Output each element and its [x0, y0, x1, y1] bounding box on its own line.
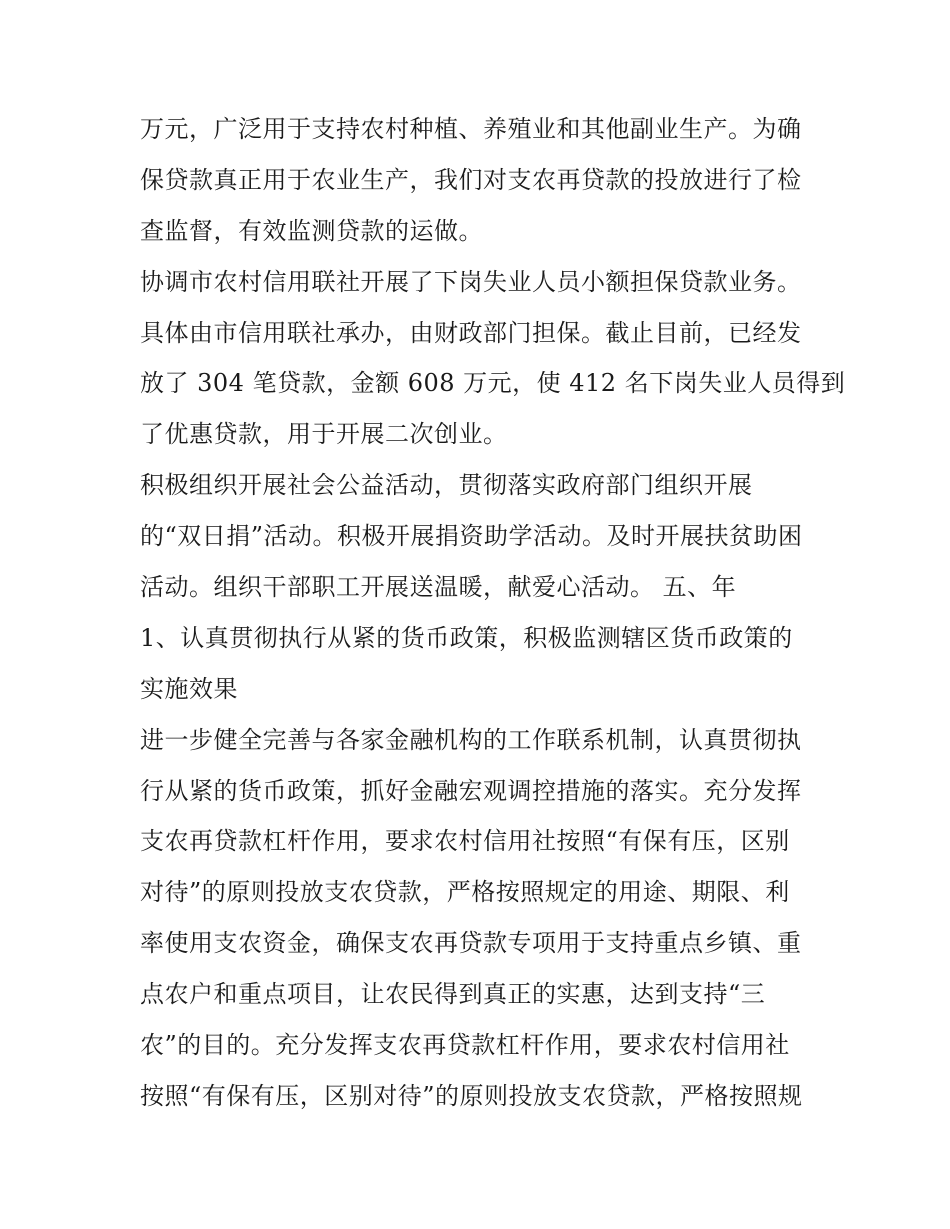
text-line: 进一步健全完善与各家金融机构的工作联系机制，认真贯彻执: [140, 725, 802, 754]
text-line: 了优惠贷款，用于开展二次创业。: [140, 420, 508, 449]
text-line: 支农再贷款杠杆作用，要求农村信用社按照“有保有压，区别: [140, 827, 790, 856]
text-line: 按照“有保有压，区别对待”的原则投放支农贷款，严格按照规: [140, 1081, 803, 1110]
text-line: 的“双日捐”活动。积极开展捐资助学活动。及时开展扶贫助困: [140, 522, 803, 551]
text-line: 保贷款真正用于农业生产，我们对支农再贷款的投放进行了检: [140, 165, 802, 194]
text-line: 积极组织开展社会公益活动，贯彻落实政府部门组织开展: [140, 471, 753, 500]
section-heading: 1、认真贯彻执行从紧的货币政策，积极监测辖区货币政策的: [140, 623, 793, 652]
text-line: 放了 304 笔贷款，金额 608 万元，使 412 名下岗失业人员得到: [140, 369, 846, 398]
text-line: 行从紧的货币政策，抓好金融宏观调控措施的落实。充分发挥: [140, 776, 802, 805]
text-line: 具体由市信用联社承办，由财政部门担保。截止目前，已经发: [140, 318, 802, 347]
document-body: [140, 104, 846, 1122]
text-line: 万元，广泛用于支持农村种植、养殖业和其他副业生产。为确: [140, 115, 802, 143]
text-line: 率使用支农资金，确保支农再贷款专项用于支持重点乡镇、重: [140, 929, 802, 958]
text-line: 查监督，有效监测贷款的运做。: [140, 216, 483, 245]
section-heading: 实施效果: [140, 674, 238, 703]
text-line: 协调市农村信用联社开展了下岗失业人员小额担保贷款业务。: [140, 267, 802, 296]
text-line: 活动。组织干部职工开展送温暖，献爱心活动。 五、年: [140, 573, 737, 602]
text-line: 点农户和重点项目，让农民得到真正的实惠，达到支持“三: [140, 980, 766, 1009]
text-line: 农”的目的。充分发挥支农再贷款杠杆作用，要求农村信用社: [140, 1031, 790, 1060]
text-line: 对待”的原则投放支农贷款，严格按照规定的用途、期限、利: [140, 878, 790, 907]
